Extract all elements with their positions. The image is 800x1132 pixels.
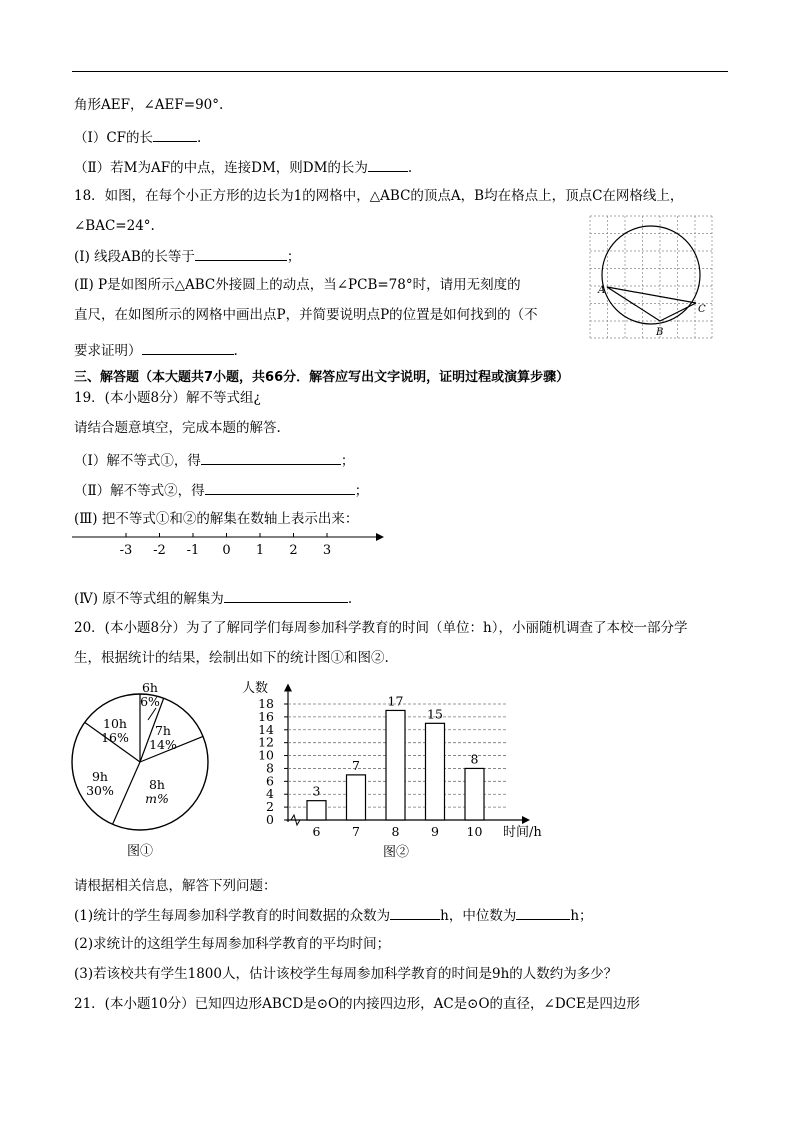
bar bbox=[465, 768, 484, 820]
number-line-tick-label: -1 bbox=[186, 543, 200, 558]
x-tick-label: 6 bbox=[312, 824, 321, 839]
question-19-part-2: （Ⅱ）解不等式②，得 ； bbox=[74, 480, 368, 500]
bar-value-label: 8 bbox=[470, 751, 479, 767]
pie-slice-value: m% bbox=[145, 791, 169, 806]
question-18-text: 18．如图，在每个小正方形的边长为1的网格中，△ABC的顶点A，B均在格点上，顶点C在网格线上， bbox=[74, 188, 684, 204]
arrow-right-icon bbox=[376, 533, 384, 541]
question-17-part-2: （Ⅱ）若M为AF的中点，连接DM，则DM的长为 . bbox=[74, 157, 412, 177]
pie-slice-label: 9h bbox=[91, 769, 109, 784]
y-tick-label: 10 bbox=[258, 747, 274, 763]
triangle-abc bbox=[607, 287, 696, 321]
question-19-part-1: （Ⅰ）解不等式①，得 ； bbox=[74, 450, 354, 470]
number-line bbox=[70, 528, 390, 558]
question-18-part-2-cont: 直尺，在如图所示的网格中画出点P，并简要说明点P的位置是如何找到的（不 bbox=[74, 307, 538, 323]
question-19-text: 19．(本小题8分）解不等式组¿ bbox=[74, 390, 261, 406]
number-line-tick-label: -3 bbox=[119, 543, 133, 558]
y-tick-label: 4 bbox=[266, 786, 274, 802]
question-18-part-2: (Ⅱ) P是如图所示△ABC外接圆上的动点，当∠PCB=78°时，请用无刻度的 bbox=[74, 277, 521, 293]
bar bbox=[386, 710, 405, 820]
question-17-part-1: （Ⅰ）CF的长 . bbox=[74, 127, 201, 147]
question-20-part-2: (2)求统计的这组学生每周参加科学教育的平均时间； bbox=[74, 936, 391, 952]
pie-slice-value: 14% bbox=[149, 737, 177, 752]
bar bbox=[426, 723, 445, 820]
answer-blank[interactable] bbox=[516, 905, 570, 920]
pie-slice-label: 10h bbox=[103, 716, 127, 731]
question-21-text: 21．(本小题10分）已知四边形ABCD是⊙O的内接四边形，AC是⊙O的直径，∠DCE是四边形 bbox=[74, 996, 640, 1012]
pie-slice-value: 16% bbox=[101, 730, 129, 745]
pie-chart bbox=[60, 672, 210, 862]
pie-caption: 图① bbox=[126, 844, 154, 859]
x-tick-label: 7 bbox=[352, 824, 360, 839]
number-line-tick-label: 3 bbox=[322, 543, 332, 558]
question-18-part-2-end: 要求证明） . bbox=[74, 340, 238, 360]
bar bbox=[347, 775, 366, 820]
point-b-label: B bbox=[656, 327, 664, 338]
number-line-tick-label: 2 bbox=[289, 543, 298, 558]
question-20-text-cont: 生，根据统计的结果，绘制出如下的统计图①和图②. bbox=[74, 650, 389, 666]
x-axis-label: 时间/h bbox=[503, 825, 542, 840]
section-3-heading: 三、解答题（本大题共7小题，共66分．解答应写出文字说明，证明过程或演算步骤） bbox=[74, 370, 570, 385]
bar-value-label: 17 bbox=[387, 693, 404, 709]
y-tick-label: 0 bbox=[266, 812, 274, 827]
x-tick-label: 10 bbox=[466, 824, 483, 839]
bar-value-label: 7 bbox=[352, 757, 360, 773]
question-19-part-3: (Ⅲ) 把不等式①和②的解集在数轴上表示出来： bbox=[74, 511, 359, 527]
grid-circle-figure bbox=[588, 214, 716, 344]
question-20-part-3: (3)若该校共有学生1800人，估计该校学生每周参加科学教育的时间是9h的人数约为多少？ bbox=[74, 966, 618, 982]
question-19-part-4: (Ⅳ) 原不等式组的解集为 . bbox=[74, 588, 352, 608]
number-line-tick-label: 0 bbox=[222, 543, 231, 558]
answer-blank[interactable] bbox=[153, 127, 197, 142]
answer-blank[interactable] bbox=[224, 588, 348, 603]
bar bbox=[307, 801, 326, 820]
y-tick-label: 14 bbox=[258, 721, 274, 737]
y-tick-label: 2 bbox=[266, 799, 274, 815]
y-tick-label: 12 bbox=[258, 734, 274, 750]
point-a-label: A bbox=[598, 285, 606, 296]
point-c-label: C bbox=[698, 304, 706, 315]
x-tick-label: 9 bbox=[431, 824, 439, 839]
question-18-angle: ∠BAC=24°. bbox=[74, 218, 155, 234]
arrow-right-icon bbox=[522, 816, 530, 824]
x-tick-label: 8 bbox=[391, 824, 400, 839]
bar-value-label: 3 bbox=[312, 783, 321, 799]
question-20-prompt: 请根据相关信息，解答下列问题： bbox=[74, 878, 277, 894]
pie-slice-label: 6h bbox=[141, 680, 159, 695]
y-tick-label: 8 bbox=[266, 760, 274, 776]
pie-label-pointer bbox=[148, 708, 156, 720]
line-triangle-aef: 角形AEF，∠AEF=90°. bbox=[74, 97, 224, 113]
pie-slice-divider bbox=[113, 762, 140, 824]
question-18-part-1: (Ⅰ) 线段AB的长等于 ； bbox=[74, 246, 300, 266]
answer-blank[interactable] bbox=[205, 480, 355, 495]
y-axis-label: 人数 bbox=[242, 681, 269, 696]
y-tick-label: 16 bbox=[258, 708, 274, 724]
bar-caption: 图② bbox=[382, 845, 410, 860]
question-20-text: 20．(本小题8分）为了了解同学们每周参加科学教育的时间（单位：h），小丽随机调查了本校一部分学 bbox=[74, 620, 688, 636]
question-20-part-1: (1)统计的学生每周参加科学教育的时间数据的众数为 h，中位数为 h； bbox=[74, 905, 593, 925]
arrow-up-icon bbox=[284, 684, 292, 692]
pie-slice-label: 7h bbox=[154, 723, 172, 738]
header-rule bbox=[72, 71, 728, 72]
answer-blank[interactable] bbox=[201, 450, 341, 465]
number-line-tick-label: -2 bbox=[153, 543, 166, 558]
question-19-instruction: 请结合题意填空，完成本题的解答. bbox=[74, 420, 281, 436]
number-line-tick-label: 1 bbox=[255, 543, 265, 558]
bar-value-label: 15 bbox=[427, 706, 443, 722]
y-tick-label: 6 bbox=[266, 773, 274, 789]
answer-blank[interactable] bbox=[195, 246, 287, 261]
pie-slice-label: 8h bbox=[148, 777, 166, 792]
pie-slice-value: 30% bbox=[86, 783, 114, 798]
answer-blank[interactable] bbox=[142, 340, 234, 355]
answer-blank[interactable] bbox=[368, 157, 408, 172]
y-tick-label: 18 bbox=[258, 696, 274, 711]
circumcircle bbox=[602, 226, 700, 324]
bar-chart bbox=[228, 676, 568, 866]
pie-slice-value: 6% bbox=[140, 694, 160, 709]
answer-blank[interactable] bbox=[390, 905, 440, 920]
